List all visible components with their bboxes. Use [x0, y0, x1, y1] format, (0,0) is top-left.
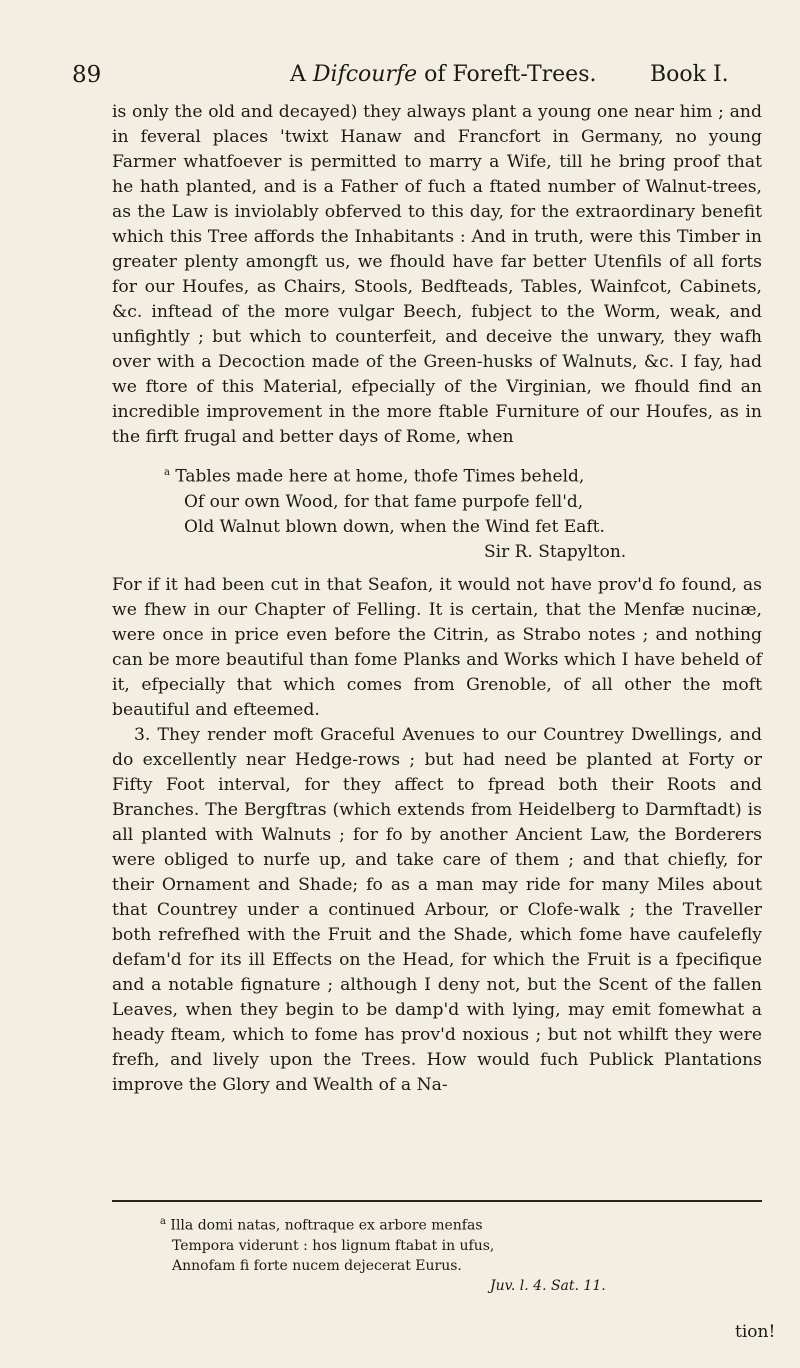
verse-line-3: Old Walnut blown down, when the Wind fet Eaft.: [184, 516, 605, 537]
book-number: Book I.: [650, 62, 729, 87]
paragraph-walnut-law: is only the old and decayed) they always plant a young one near him ; and in feveral places 'twixt Hanaw and Francfort in Germany, no young Farmer whatfoever is permitted to marry a Wife, till he bring proof that he hath planted, and is a Father of fuch a ftated number of Walnut-trees, as the Law is inviolably obferved to this day, for the extraordinary benefit which this Tree affords the Inhabitants : And in truth, were this Timber in greater plenty amongft us, we fhould have far better Utenfils of all forts for our Houfes, as Chairs, Stools, Bedfteads, Tables, Wainfcot, Cabinets, &c. inftead of the more vulgar Beech, fubject to the Worm, weak, and unfightly ; but which to counterfeit, and deceive the unwary, they wafh over with a Decoction made of the Green-husks of Walnuts, &c. I fay, had we ftore of this Material, efpecially of the Virginian, we fhould find an incredible improvement in the more ftable Furniture of our Houfes, as in the firft frugal and better days of Rome, when: [112, 102, 762, 447]
paragraph-felling: For if it had been cut in that Seafon, it would not have prov'd fo found, as we fhew in our Chapter of Felling. It is certain, that the Menfæ nucinæ, were once in price even before the Citrin, as Strabo notes ; and nothing can be more beautiful than fome Planks and Works which I have beheld of it, efpecially that which comes from Grenoble, of all other the moft beautiful and efteemed.: [112, 574, 762, 720]
footnote-line-1: $^a$ Illa domi natas, noftraque ex arbore menfas: [160, 1216, 483, 1234]
footnote-line-2: Tempora viderunt : hos lignum ftabat in ufus,: [172, 1237, 495, 1254]
footnote-line-3: Annofam fi forte nucem dejecerat Eurus.: [172, 1257, 462, 1274]
verse-author: Sir R. Stapylton.: [484, 541, 627, 562]
page-number: 89: [72, 62, 102, 88]
verse-quotation: [164, 460, 762, 565]
footnote-citation: Juv. l. 4. Sat. 11.: [490, 1277, 606, 1294]
verse-line-1: $^a$ Tables made here at home, thofe Times beheld,: [164, 466, 585, 487]
running-header: [0, 58, 800, 94]
main-text: [112, 100, 762, 1098]
footnote-divider: [112, 1200, 762, 1202]
footnote-ref: a: [164, 467, 170, 478]
running-title: A Difcourfe of Foreft-Trees.: [290, 62, 597, 87]
paragraph-avenues: 3. They render moft Graceful Avenues to our Countrey Dwellings, and do excellently near Hedge-rows ; but had need be planted at Forty or Fifty Foot interval, for they affect to fpread both their Roots and Branches. The Bergftras (which extends from Heidelberg to Darmftadt) is all planted with Walnuts ; for fo by another Ancient Law, the Borderers were obliged to nurfe up, and take care of them ; and that chiefly, for their Ornament and Shade; fo as a man may ride for many Miles about that Countrey under a continued Arbour, or Clofe-walk ; the Traveller both refrefhed with the Fruit and the Shade, which fome have caufelefly defam'd for its ill Effects on the Head, for which the Fruit is a fpecifique and a notable fignature ; although I deny not, but the Scent of the fallen Leaves, when they begin to be damp'd with lying, may emit fomewhat a heady fteam, which to fome has prov'd noxious ; but not whilft they were frefh, and lively upon the Trees. How would fuch Publick Plantations improve the Glory and Wealth of a Na-: [112, 724, 762, 1095]
verse-line-2: Of our own Wood, for that fame purpofe fell'd,: [184, 491, 584, 512]
footnote: [160, 1212, 720, 1296]
catchword: tion!: [735, 1322, 776, 1342]
footnote-marker: a: [160, 1216, 166, 1227]
